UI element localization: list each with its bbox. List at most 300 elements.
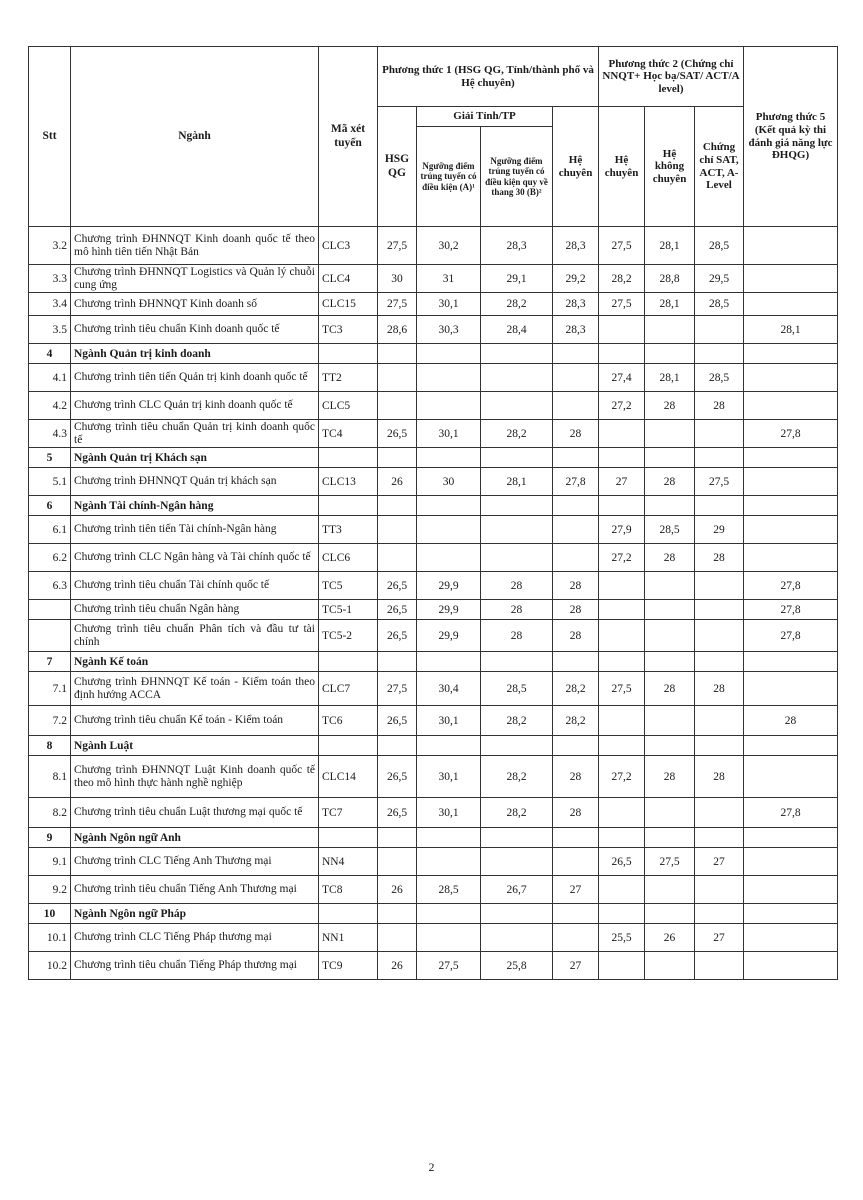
phuong-thuc-5-cell (744, 364, 838, 392)
he-chuyen-pt2-cell (599, 620, 645, 652)
section-number: 4 (29, 344, 71, 364)
page-number: 2 (428, 1160, 435, 1174)
nguong-b-cell: 28,2 (481, 798, 553, 828)
table-row (29, 798, 838, 828)
section-title: Ngành Quản trị Khách sạn (71, 448, 319, 468)
table-row (29, 620, 838, 652)
he-khong-chuyen-cell (645, 420, 695, 448)
empty-cell (417, 828, 481, 848)
hsg-qg-cell: 26 (378, 952, 417, 980)
empty-cell (744, 496, 838, 516)
empty-cell (645, 736, 695, 756)
header-phuong-thuc-5: Phương thức 5 (Kết quả kỳ thi đánh giá năng lực ĐHQG) (744, 47, 838, 227)
stt-cell: 8.2 (29, 798, 71, 828)
chung-chi-cell: 28 (695, 756, 744, 798)
empty-cell (417, 496, 481, 516)
table-row (29, 392, 838, 420)
section-row (29, 652, 838, 672)
ma-xet-tuyen-cell: CLC5 (319, 392, 378, 420)
phuong-thuc-5-cell: 27,8 (744, 600, 838, 620)
empty-cell (645, 828, 695, 848)
chung-chi-cell (695, 572, 744, 600)
program-name-cell: Chương trình CLC Ngân hàng và Tài chính quốc tế (71, 544, 319, 572)
nguong-a-cell (417, 544, 481, 572)
header-hsg-qg: HSG QG (378, 107, 417, 227)
nguong-a-cell: 30,3 (417, 316, 481, 344)
stt-cell: 10.2 (29, 952, 71, 980)
chung-chi-cell: 28 (695, 392, 744, 420)
table-row (29, 672, 838, 706)
he-khong-chuyen-cell: 28,1 (645, 364, 695, 392)
section-number: 7 (29, 652, 71, 672)
section-title: Ngành Quản trị kinh doanh (71, 344, 319, 364)
nguong-b-cell: 28,5 (481, 672, 553, 706)
chung-chi-cell: 28 (695, 544, 744, 572)
empty-cell (319, 652, 378, 672)
he-khong-chuyen-cell: 28 (645, 468, 695, 496)
hsg-qg-cell: 26,5 (378, 600, 417, 620)
he-khong-chuyen-cell: 28 (645, 756, 695, 798)
empty-cell (319, 828, 378, 848)
he-chuyen-pt2-cell (599, 600, 645, 620)
ma-xet-tuyen-cell: NN1 (319, 924, 378, 952)
empty-cell (417, 736, 481, 756)
he-chuyen-pt2-cell (599, 572, 645, 600)
empty-cell (599, 448, 645, 468)
nguong-a-cell: 29,9 (417, 620, 481, 652)
nguong-a-cell: 30,1 (417, 798, 481, 828)
he-chuyen-pt1-cell (553, 364, 599, 392)
empty-cell (695, 344, 744, 364)
header-ma-xet-tuyen: Mã xét tuyển (319, 47, 378, 227)
he-chuyen-pt2-cell: 27,2 (599, 756, 645, 798)
he-khong-chuyen-cell (645, 798, 695, 828)
table-row (29, 952, 838, 980)
table-row (29, 600, 838, 620)
program-name-cell: Chương trình ĐHNNQT Quản trị khách sạn (71, 468, 319, 496)
program-name-cell: Chương trình ĐHNNQT Logistics và Quản lý chuỗi cung ứng (71, 265, 319, 293)
table-header (29, 47, 838, 227)
he-chuyen-pt1-cell: 28 (553, 572, 599, 600)
hsg-qg-cell: 26,5 (378, 420, 417, 448)
section-row (29, 344, 838, 364)
he-chuyen-pt2-cell: 27,5 (599, 227, 645, 265)
phuong-thuc-5-cell (744, 516, 838, 544)
chung-chi-cell (695, 600, 744, 620)
header-phuong-thuc-1: Phương thức 1 (HSG QG, Tỉnh/thành phố và Hệ chuyên) (378, 47, 599, 107)
empty-cell (481, 496, 553, 516)
ma-xet-tuyen-cell: CLC13 (319, 468, 378, 496)
table-row (29, 265, 838, 293)
program-name-cell: Chương trình ĐHNNQT Kế toán - Kiểm toán theo định hướng ACCA (71, 672, 319, 706)
phuong-thuc-5-cell: 27,8 (744, 572, 838, 600)
chung-chi-cell: 27 (695, 848, 744, 876)
he-chuyen-pt1-cell (553, 848, 599, 876)
section-title: Ngành Ngôn ngữ Anh (71, 828, 319, 848)
he-chuyen-pt2-cell: 27,4 (599, 364, 645, 392)
chung-chi-cell: 28,5 (695, 227, 744, 265)
header-chung-chi: Chứng chỉ SAT, ACT, A-Level (695, 107, 744, 227)
section-row (29, 904, 838, 924)
he-chuyen-pt2-cell: 27 (599, 468, 645, 496)
hsg-qg-cell (378, 848, 417, 876)
he-khong-chuyen-cell (645, 316, 695, 344)
chung-chi-cell (695, 876, 744, 904)
section-number: 10 (29, 904, 71, 924)
ma-xet-tuyen-cell: CLC14 (319, 756, 378, 798)
ma-xet-tuyen-cell: TT2 (319, 364, 378, 392)
hsg-qg-cell: 26 (378, 876, 417, 904)
ma-xet-tuyen-cell: CLC7 (319, 672, 378, 706)
nguong-b-cell (481, 392, 553, 420)
nguong-b-cell: 28 (481, 572, 553, 600)
header-he-chuyen-pt2: Hệ chuyên (599, 107, 645, 227)
nguong-a-cell: 31 (417, 265, 481, 293)
ma-xet-tuyen-cell: TC3 (319, 316, 378, 344)
hsg-qg-cell: 27,5 (378, 227, 417, 265)
nguong-b-cell (481, 364, 553, 392)
program-name-cell: Chương trình tiêu chuẩn Tiếng Pháp thương mại (71, 952, 319, 980)
empty-cell (319, 448, 378, 468)
stt-cell (29, 620, 71, 652)
he-chuyen-pt1-cell: 27 (553, 876, 599, 904)
he-chuyen-pt2-cell (599, 798, 645, 828)
table-row (29, 572, 838, 600)
section-number: 5 (29, 448, 71, 468)
hsg-qg-cell (378, 392, 417, 420)
empty-cell (744, 828, 838, 848)
header-giai-tinh-tp: Giải Tỉnh/TP (417, 107, 553, 127)
program-name-cell: Chương trình tiêu chuẩn Luật thương mại quốc tế (71, 798, 319, 828)
stt-cell: 7.2 (29, 706, 71, 736)
he-chuyen-pt1-cell: 28 (553, 620, 599, 652)
he-chuyen-pt1-cell: 28 (553, 600, 599, 620)
he-chuyen-pt2-cell (599, 420, 645, 448)
empty-cell (599, 828, 645, 848)
ma-xet-tuyen-cell: TC6 (319, 706, 378, 736)
chung-chi-cell: 29 (695, 516, 744, 544)
empty-cell (319, 496, 378, 516)
empty-cell (481, 652, 553, 672)
he-chuyen-pt2-cell: 27,9 (599, 516, 645, 544)
stt-cell: 3.5 (29, 316, 71, 344)
phuong-thuc-5-cell (744, 392, 838, 420)
hsg-qg-cell: 26,5 (378, 756, 417, 798)
empty-cell (553, 904, 599, 924)
he-khong-chuyen-cell (645, 572, 695, 600)
nguong-b-cell: 28,4 (481, 316, 553, 344)
program-name-cell: Chương trình tiêu chuẩn Tài chính quốc tế (71, 572, 319, 600)
ma-xet-tuyen-cell: NN4 (319, 848, 378, 876)
nguong-b-cell: 28 (481, 620, 553, 652)
table-row (29, 756, 838, 798)
hsg-qg-cell: 28,6 (378, 316, 417, 344)
empty-cell (599, 496, 645, 516)
stt-cell: 3.4 (29, 293, 71, 316)
he-chuyen-pt2-cell: 27,5 (599, 293, 645, 316)
stt-cell: 4.3 (29, 420, 71, 448)
he-chuyen-pt2-cell (599, 876, 645, 904)
section-row (29, 496, 838, 516)
empty-cell (319, 904, 378, 924)
nguong-a-cell (417, 924, 481, 952)
section-title: Ngành Ngôn ngữ Pháp (71, 904, 319, 924)
phuong-thuc-5-cell (744, 544, 838, 572)
chung-chi-cell (695, 798, 744, 828)
nguong-b-cell: 26,7 (481, 876, 553, 904)
empty-cell (319, 344, 378, 364)
ma-xet-tuyen-cell: TC5-1 (319, 600, 378, 620)
he-chuyen-pt2-cell: 26,5 (599, 848, 645, 876)
he-chuyen-pt1-cell: 27 (553, 952, 599, 980)
phuong-thuc-5-cell: 27,8 (744, 798, 838, 828)
nguong-b-cell: 29,1 (481, 265, 553, 293)
nguong-b-cell: 28,3 (481, 227, 553, 265)
program-name-cell: Chương trình ĐHNNQT Kinh doanh số (71, 293, 319, 316)
nguong-b-cell: 28,1 (481, 468, 553, 496)
chung-chi-cell: 28,5 (695, 293, 744, 316)
empty-cell (553, 496, 599, 516)
he-chuyen-pt1-cell: 28 (553, 420, 599, 448)
chung-chi-cell: 28 (695, 672, 744, 706)
program-name-cell: Chương trình tiên tiến Tài chính-Ngân hàng (71, 516, 319, 544)
program-name-cell: Chương trình CLC Quản trị kinh doanh quốc tế (71, 392, 319, 420)
chung-chi-cell (695, 620, 744, 652)
nguong-a-cell (417, 848, 481, 876)
empty-cell (481, 904, 553, 924)
empty-cell (645, 496, 695, 516)
stt-cell: 10.1 (29, 924, 71, 952)
header-stt: Stt (29, 47, 71, 227)
chung-chi-cell: 27,5 (695, 468, 744, 496)
he-khong-chuyen-cell: 28,1 (645, 227, 695, 265)
nguong-a-cell: 30,1 (417, 420, 481, 448)
stt-cell: 6.2 (29, 544, 71, 572)
he-chuyen-pt2-cell (599, 316, 645, 344)
phuong-thuc-5-cell (744, 756, 838, 798)
nguong-b-cell: 28 (481, 600, 553, 620)
ma-xet-tuyen-cell: CLC4 (319, 265, 378, 293)
he-chuyen-pt1-cell: 28,3 (553, 293, 599, 316)
nguong-b-cell (481, 848, 553, 876)
table-row (29, 364, 838, 392)
he-khong-chuyen-cell: 27,5 (645, 848, 695, 876)
phuong-thuc-5-cell (744, 952, 838, 980)
stt-cell: 3.3 (29, 265, 71, 293)
header-he-chuyen-pt1: Hệ chuyên (553, 107, 599, 227)
nguong-a-cell: 27,5 (417, 952, 481, 980)
table-row (29, 924, 838, 952)
empty-cell (645, 344, 695, 364)
he-chuyen-pt2-cell: 27,5 (599, 672, 645, 706)
he-chuyen-pt2-cell: 28,2 (599, 265, 645, 293)
section-number: 8 (29, 736, 71, 756)
nguong-a-cell: 30,2 (417, 227, 481, 265)
ma-xet-tuyen-cell: TC5 (319, 572, 378, 600)
program-name-cell: Chương trình CLC Tiếng Anh Thương mại (71, 848, 319, 876)
empty-cell (695, 904, 744, 924)
empty-cell (695, 496, 744, 516)
program-name-cell: Chương trình ĐHNNQT Luật Kinh doanh quốc tế theo mô hình thực hành nghề nghiệp (71, 756, 319, 798)
empty-cell (378, 448, 417, 468)
nguong-b-cell: 28,2 (481, 293, 553, 316)
empty-cell (695, 652, 744, 672)
he-khong-chuyen-cell: 28 (645, 544, 695, 572)
nguong-a-cell (417, 392, 481, 420)
empty-cell (417, 904, 481, 924)
empty-cell (481, 448, 553, 468)
phuong-thuc-5-cell (744, 876, 838, 904)
nguong-a-cell: 30 (417, 468, 481, 496)
he-khong-chuyen-cell (645, 706, 695, 736)
empty-cell (378, 828, 417, 848)
hsg-qg-cell (378, 516, 417, 544)
he-chuyen-pt1-cell: 28 (553, 798, 599, 828)
table-body (29, 227, 838, 980)
empty-cell (744, 736, 838, 756)
ma-xet-tuyen-cell: CLC15 (319, 293, 378, 316)
table-row (29, 876, 838, 904)
empty-cell (481, 828, 553, 848)
program-name-cell: Chương trình tiêu chuẩn Kinh doanh quốc tế (71, 316, 319, 344)
he-chuyen-pt1-cell (553, 516, 599, 544)
empty-cell (553, 344, 599, 364)
program-name-cell: Chương trình tiêu chuẩn Kế toán - Kiểm toán (71, 706, 319, 736)
empty-cell (481, 736, 553, 756)
stt-cell: 5.1 (29, 468, 71, 496)
section-number: 9 (29, 828, 71, 848)
stt-cell (29, 600, 71, 620)
empty-cell (645, 448, 695, 468)
table-row (29, 848, 838, 876)
empty-cell (744, 652, 838, 672)
program-name-cell: Chương trình tiêu chuẩn Quản trị kinh doanh quốc tế (71, 420, 319, 448)
table-row (29, 544, 838, 572)
empty-cell (599, 736, 645, 756)
empty-cell (695, 828, 744, 848)
chung-chi-cell (695, 706, 744, 736)
he-chuyen-pt1-cell (553, 392, 599, 420)
empty-cell (599, 904, 645, 924)
nguong-b-cell (481, 544, 553, 572)
header-nguong-a: Ngưỡng điểm trúng tuyển có điều kiện (A)¹ (417, 127, 481, 227)
nguong-a-cell: 30,4 (417, 672, 481, 706)
empty-cell (553, 736, 599, 756)
stt-cell: 4.1 (29, 364, 71, 392)
hsg-qg-cell: 30 (378, 265, 417, 293)
empty-cell (378, 496, 417, 516)
phuong-thuc-5-cell (744, 227, 838, 265)
he-khong-chuyen-cell: 28,8 (645, 265, 695, 293)
stt-cell: 9.1 (29, 848, 71, 876)
phuong-thuc-5-cell (744, 924, 838, 952)
he-chuyen-pt2-cell: 25,5 (599, 924, 645, 952)
he-chuyen-pt1-cell: 28,3 (553, 316, 599, 344)
ma-xet-tuyen-cell: TC4 (319, 420, 378, 448)
he-khong-chuyen-cell (645, 876, 695, 904)
empty-cell (417, 448, 481, 468)
he-chuyen-pt1-cell: 28,3 (553, 227, 599, 265)
empty-cell (553, 448, 599, 468)
table-row (29, 227, 838, 265)
he-khong-chuyen-cell: 28,1 (645, 293, 695, 316)
hsg-qg-cell: 26,5 (378, 706, 417, 736)
phuong-thuc-5-cell (744, 265, 838, 293)
nguong-a-cell: 29,9 (417, 572, 481, 600)
empty-cell (744, 448, 838, 468)
he-chuyen-pt1-cell: 27,8 (553, 468, 599, 496)
ma-xet-tuyen-cell: TC7 (319, 798, 378, 828)
program-name-cell: Chương trình CLC Tiếng Pháp thương mại (71, 924, 319, 952)
he-chuyen-pt1-cell: 28 (553, 756, 599, 798)
hsg-qg-cell (378, 924, 417, 952)
ma-xet-tuyen-cell: TC5-2 (319, 620, 378, 652)
section-title: Ngành Luật (71, 736, 319, 756)
empty-cell (319, 736, 378, 756)
nguong-a-cell (417, 364, 481, 392)
empty-cell (417, 344, 481, 364)
phuong-thuc-5-cell (744, 848, 838, 876)
section-title: Ngành Kế toán (71, 652, 319, 672)
chung-chi-cell: 27 (695, 924, 744, 952)
he-chuyen-pt2-cell (599, 706, 645, 736)
program-name-cell: Chương trình ĐHNNQT Kinh doanh quốc tế theo mô hình tiên tiến Nhật Bản (71, 227, 319, 265)
he-chuyen-pt2-cell (599, 952, 645, 980)
he-chuyen-pt2-cell: 27,2 (599, 392, 645, 420)
ma-xet-tuyen-cell: TC8 (319, 876, 378, 904)
empty-cell (744, 344, 838, 364)
phuong-thuc-5-cell: 28 (744, 706, 838, 736)
he-khong-chuyen-cell: 26 (645, 924, 695, 952)
hsg-qg-cell: 26,5 (378, 798, 417, 828)
he-chuyen-pt1-cell: 28,2 (553, 706, 599, 736)
section-row (29, 448, 838, 468)
hsg-qg-cell: 26,5 (378, 572, 417, 600)
program-name-cell: Chương trình tiêu chuẩn Phân tích và đầu tư tài chính (71, 620, 319, 652)
phuong-thuc-5-cell: 27,8 (744, 620, 838, 652)
section-title: Ngành Tài chính-Ngân hàng (71, 496, 319, 516)
phuong-thuc-5-cell (744, 293, 838, 316)
chung-chi-cell (695, 316, 744, 344)
he-chuyen-pt1-cell (553, 924, 599, 952)
header-phuong-thuc-2: Phương thức 2 (Chứng chỉ NNQT+ Học bạ/SAT/ ACT/A level) (599, 47, 744, 107)
stt-cell: 3.2 (29, 227, 71, 265)
section-row (29, 736, 838, 756)
stt-cell: 6.1 (29, 516, 71, 544)
empty-cell (645, 904, 695, 924)
nguong-b-cell: 25,8 (481, 952, 553, 980)
nguong-a-cell (417, 516, 481, 544)
hsg-qg-cell (378, 544, 417, 572)
nguong-a-cell: 30,1 (417, 293, 481, 316)
table-row (29, 316, 838, 344)
hsg-qg-cell: 26 (378, 468, 417, 496)
he-chuyen-pt1-cell: 29,2 (553, 265, 599, 293)
he-khong-chuyen-cell (645, 620, 695, 652)
empty-cell (744, 904, 838, 924)
empty-cell (645, 652, 695, 672)
table-row (29, 420, 838, 448)
empty-cell (553, 828, 599, 848)
he-chuyen-pt2-cell: 27,2 (599, 544, 645, 572)
ma-xet-tuyen-cell: CLC3 (319, 227, 378, 265)
empty-cell (599, 652, 645, 672)
hsg-qg-cell (378, 364, 417, 392)
stt-cell: 6.3 (29, 572, 71, 600)
ma-xet-tuyen-cell: TT3 (319, 516, 378, 544)
table-row (29, 468, 838, 496)
table-row (29, 516, 838, 544)
